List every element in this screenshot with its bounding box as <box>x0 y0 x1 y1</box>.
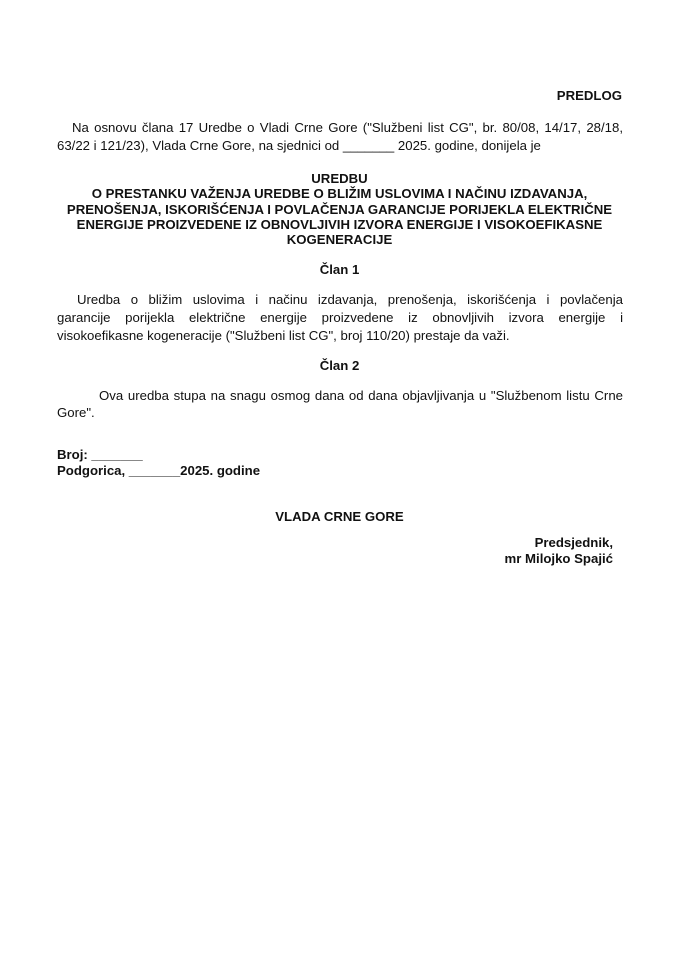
title-line-3: ENERGIJE PROIZVEDENE IZ OBNOVLJIVIH IZVORA ENERGIJE I VISOKOEFIKASNE <box>76 217 603 232</box>
title-line-4: KOGENERACIJE <box>286 232 393 247</box>
place-and-date: Podgorica, _______2025. godine <box>57 463 261 478</box>
article-1-line-3: visokoefikasne kogeneracije ("Službeni list CG", broj 110/20) prestaje da važi. <box>57 328 510 343</box>
document-type-heading: UREDBU <box>311 171 368 186</box>
article-1-line-2: garancije porijekla električne energije proizvedene iz obnovljivih izvora energije i <box>57 310 623 325</box>
preamble-line-2: 63/22 i 121/23), Vlada Crne Gore, na sjednici od _______ 2025. godine, donijela je <box>57 138 541 153</box>
document-number: Broj: _______ <box>57 447 143 462</box>
title-line-2: PRENOŠENJA, ISKORIŠĆENJA I POVLAČENJA GARANCIJE PORIJEKLA ELEKTRIČNE <box>66 202 613 217</box>
issuing-authority: VLADA CRNE GORE <box>275 509 404 524</box>
signatory-name: mr Milojko Spajić <box>504 551 613 566</box>
article-2-heading: Član 2 <box>319 358 360 373</box>
article-1-heading: Član 1 <box>319 262 360 277</box>
article-2-line-1: Ova uredba stupa na snagu osmog dana od dana objavljivanja u "Službenom listu Crne <box>99 388 623 403</box>
preamble-line-1: Na osnovu člana 17 Uredbe o Vladi Crne Gore ("Službeni list CG", br. 80/08, 14/17, 28/18, <box>72 120 623 135</box>
article-1-line-1: Uredba o bližim uslovima i načinu izdavanja, prenošenja, iskorišćenja i povlačenja <box>77 292 623 307</box>
title-line-1: O PRESTANKU VAŽENJA UREDBE O BLIŽIM USLOVIMA I NAČINU IZDAVANJA, <box>91 186 588 201</box>
status-label: PREDLOG <box>556 88 622 103</box>
signatory-title: Predsjednik, <box>534 535 613 550</box>
article-2-line-2: Gore". <box>57 405 95 420</box>
